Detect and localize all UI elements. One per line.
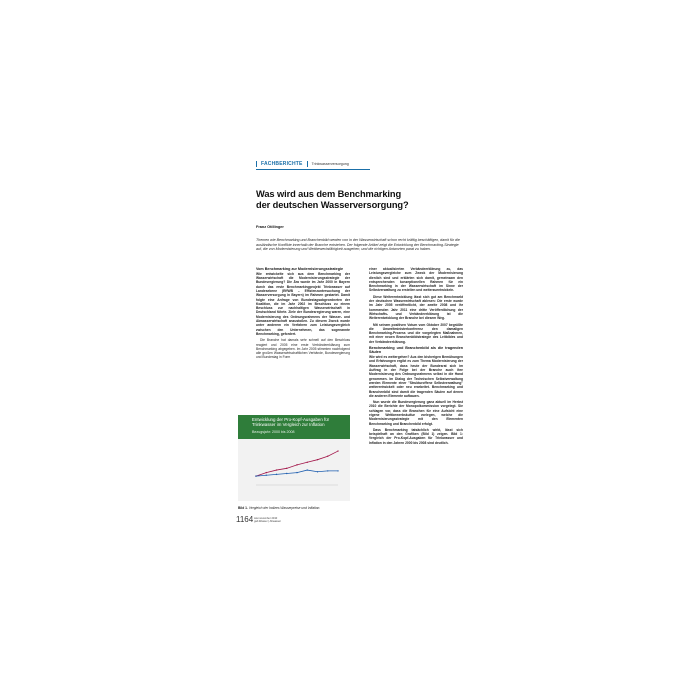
series-0-point xyxy=(286,468,287,469)
right-paragraph-1: einer aktualisierten Verbändeerklärung zu, das Leistungsvergleiche zum Zweck der Modernisierung dienlich sind und erklärten sich damit, gemeinsam den entsprechenden konzeptionellen Rahmen für ein Benchmarking in der Wasserwirtschaft im Sinne der Selbstverwaltung zu erstellen und weiterzuentwickeln. xyxy=(369,267,463,293)
title-line-1: Was wird aus dem Benchmarking xyxy=(256,189,402,199)
series-0-point xyxy=(307,462,308,463)
journal-page xyxy=(224,160,479,550)
header-rule xyxy=(256,169,370,170)
header-bar-left xyxy=(256,161,257,167)
series-0-point xyxy=(296,464,297,465)
article-author: Franz Otillinger xyxy=(256,225,284,229)
header-bar-right xyxy=(307,161,308,167)
journal-line-1: wwt november 2010 xyxy=(254,517,278,520)
caption-text: Vergleich der Indizes Wasserpreise und Inflation. xyxy=(248,506,321,510)
article-title xyxy=(256,189,486,210)
right-paragraph-4: Wie wird es weitergehen? Aus den bisherigen Bemühungen und Erfahrungen ergibt es zum Thema Modernisierung der Wasserwirtschaft, dass heute der Bundesrat sich im Auftrag in der Folge bei der Branche auch ihre Modernisierung des Ordnungsrahmens selbst in die Hand genommen. Im Dialog der Technischen Selbstverwaltung werden Elemente einer "Strukturoffene Selbstverwaltung" weiterentwickelt oder neu erarbeitet. Benchmarking und Branchenbild sind damit die tragenden Säulen auf denen die anderen Elemente aufbauen. xyxy=(369,355,463,398)
left-column xyxy=(256,267,350,362)
right-paragraph-3: Mit seinem positiven Votum vom Oktober 2007 begrüßte die Umweltministerkonferenz den damaligen Benchmarking-Prozess und die vorgelegten Maßnahmen, mit einer neuen Branchenbildstrategie des Leitbildes und der Verbändeerklärung. xyxy=(369,322,463,344)
series-1-point xyxy=(317,471,318,472)
series-0-point xyxy=(276,469,277,470)
right-paragraph-2: Diese Weiterentwicklung lässt sich gut am Benchmarkt der deutschen Wasserwirtschaft ablesen: Die erste wurde im Jahr 2005 veröffentlicht, der zweite 2008 und ihr kommenden Jahr 2011 eine dritte Veröffentlichung der Wirtschafts- und Verbändeerklärung ist die Weiterentwicklung der Branche bei diesem Weg. xyxy=(369,294,463,321)
series-0-point xyxy=(317,459,318,460)
series-1-point xyxy=(255,475,256,476)
figure-subtitle: Bezugsjahr: 2000 bis 2008 xyxy=(252,430,295,434)
series-1-point xyxy=(266,475,267,476)
series-1-point xyxy=(337,470,338,471)
left-paragraph-2: Die Branche hat damals sehr schnell auf den Beschluss reagiert und 2005 eine erste Verbändeerklärung zum Benchmarking abgegeben. Im Jahr 2005 stimmten nachfolgend alle großen Wasserwirtschaftlichen Verbände, Bundesregierung und Bundestag in Form xyxy=(256,338,350,360)
series-1-point xyxy=(307,469,308,470)
left-heading: Vom Benchmarking zur Modernisierungsstrategie xyxy=(256,267,344,271)
figure-title: Entwicklung der Pro-Kopf-Ausgaben für Trinkwasser im Vergleich zur Inflation xyxy=(252,417,330,427)
right-heading: Benchmarking und Branchenbild als die tragenden Säulen xyxy=(369,346,463,355)
section-label: FACHBERICHTE xyxy=(261,161,303,167)
figure-caption xyxy=(238,506,378,510)
figure-chart xyxy=(238,415,350,501)
line-chart xyxy=(238,439,350,501)
journal-info xyxy=(254,517,281,523)
figure-header xyxy=(238,415,350,439)
series-0-point xyxy=(327,456,328,457)
right-paragraph-6: Dass Benchmarking tatsächlich wirkt, lässt sich beispielhaft an den Grafiken (Bild 1) zeigen. Bild 1: Vergleich der Pro-Kopf-Ausgaben für Trinkwasser und Inflation in den Jahren 2000 bis 2008 sind deutlich. xyxy=(369,427,463,445)
series-0-point xyxy=(337,450,338,451)
right-paragraph-5: Nun wurde die Bundesregierung ganz aktuell im Herbst 2010 die Berichte der Monopolkommission vorgelegt. Sie schlagen vor, dass die Branchen für eine Aufsicht eine eigene Wettbewerbskultur vorlegen, welche die Modernisierungsstrategie mit den Elementen Benchmarking und Branchenbild erfolgt. xyxy=(369,400,463,426)
series-0-point xyxy=(266,472,267,473)
section-header xyxy=(256,161,349,167)
series-1-point xyxy=(276,474,277,475)
article-lead: Themen wie Benchmarking und Branchenbild werden von in der Wasserwirtschaft schon recht kräftig beschäftigen, damit für die ausländische Konflikte innerhalb der Branche entstehen. Der folgende Artikel zeigt die Entwicklung der Benchmarking-Strategie auf, die von Modernisierung und Wettbewerbsfähigkeit ausgehen, und die richtigen Antworten parat zu haben. xyxy=(256,238,460,251)
series-1-point xyxy=(327,470,328,471)
right-column xyxy=(369,267,463,447)
page-number: 1164 xyxy=(236,515,254,524)
left-paragraph-1: Wie entwickelte sich aus dem Benchmarking der Wasserwirtschaft die Modernisierungsstrategie der Bundesregierung? Die Ära wurde im Jahr 2000 in Bayern durch das erste Benchmarkingprojekt Trinkwasser auf Landesebene (EffWB – Effizienzuntersuchung der Wasserversorgung in Bayern) im Rahmen gestartet. Damit folgte eine Anfrage von Bundestagsabgeordneten der Koalition, die im Jahr 2002 im Beschluss zu einem Beschluss zur nachhaltigen Wasserwirtschaft in Deutschland führte. Ziele der Bundesregierung waren, eine Modernisierung des Ordnungsrahmens der Wasser- und Abwasserwirtschaft anzustoßen. Zu diesem Zweck wurde unter anderem ein Verfahren zum Leistungsvergleich zwischen den Unternehmen, das sogenannte Benchmarking, gefordert. xyxy=(256,271,350,336)
series-1-point xyxy=(286,473,287,474)
subsection-label: Trinkwasserversorgung xyxy=(311,162,349,166)
journal-line-2: gwf-Wasser | Abwasser xyxy=(254,520,281,523)
caption-label: Bild 1. xyxy=(238,506,248,510)
series-1-point xyxy=(296,472,297,473)
title-line-2: der deutschen Wasserversorgung? xyxy=(256,199,409,210)
